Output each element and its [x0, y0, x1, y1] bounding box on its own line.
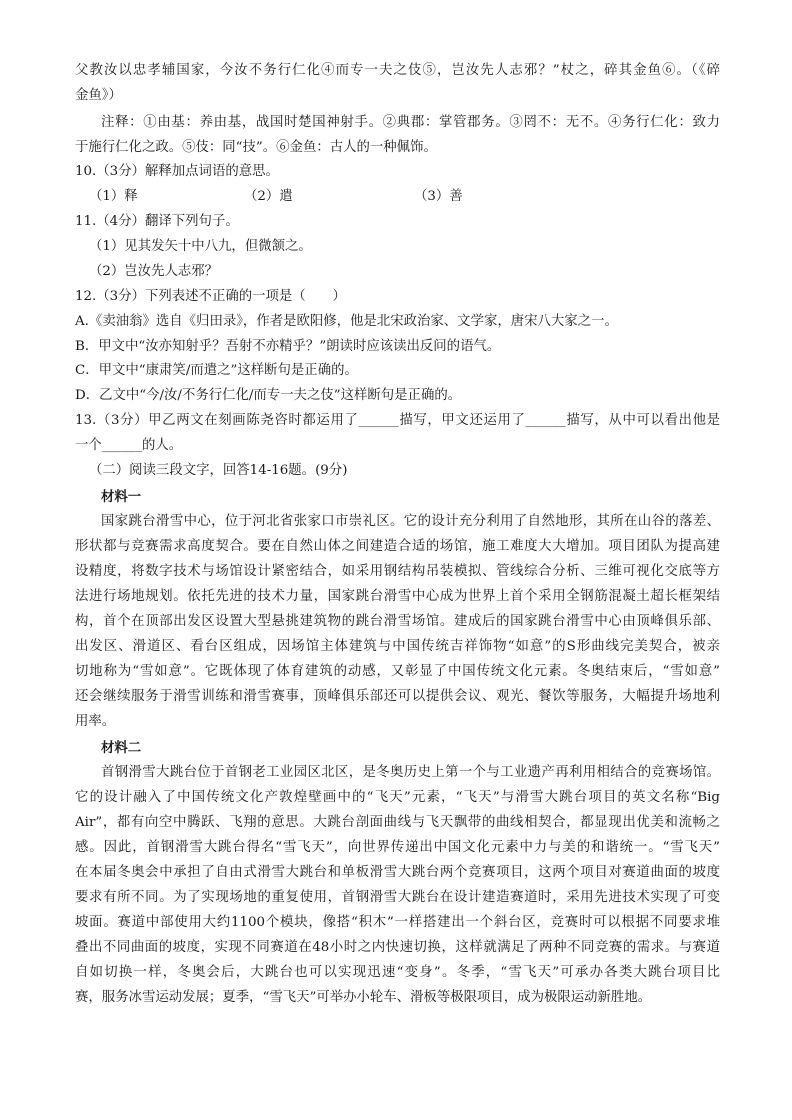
section-heading: （二）阅读三段文字，回答14-16题。(9分)	[89, 463, 348, 478]
material-2-line: 叠出不同曲面的坡度，实现不同赛道在48小时之内快速切换，这样就满足了两种不同竞赛的需求。与赛道	[75, 940, 720, 955]
material-2-line: 自如切换一样，冬奥会后，大跳台也可以实现迅速“变身”。冬季，“雪飞天”可承办各类大跳台项目比	[75, 965, 720, 980]
material-1-line: 设精度，将数字技术与场馆设计紧密结合，如采用钢结构吊装模拟、管线综合分析、三维可视化交底等方	[75, 564, 720, 579]
material-1-line: 用率。	[75, 714, 116, 729]
material-1-line: 国家跳台滑雪中心，位于河北省张家口市崇礼区。它的设计充分利用了自然地形，其所在山谷的落差、	[101, 514, 720, 529]
question-11-stem: 11.（4分）翻译下列句子。	[75, 214, 239, 229]
q11-item: （1）见其发矢十中八九，但微颔之。	[89, 239, 312, 254]
material-2-line: 要求有所不同。为了实现场地的重复使用，首钢滑雪大跳台在设计建造赛道时，采用先进技术实现了可变	[75, 890, 720, 905]
q12-option: D．乙文中“今/汝/不务行仁化/而专一夫之伎”这样断句是正确的。	[75, 388, 462, 403]
text-line: 父教汝以忠孝辅国家，今汝不务行仁化④而专一夫之伎⑤，岂汝先人志邪？”杖之，碎其金鱼⑥。（《碎	[75, 63, 720, 78]
material-2-line: 首钢滑雪大跳台位于首钢老工业园区北区，是冬奥历史上第一个与工业遗产再利用相结合的竞赛场馆。	[101, 765, 720, 780]
material-1-line: 出发区、滑道区、看台区组成，因场馆主体建筑与中国传统吉祥饰物“如意”的S形曲线完美契合，被亲	[75, 639, 720, 654]
q12-option: A.《卖油翁》选自《归田录》，作者是欧阳修，他是北宋政治家、文学家，唐宋八大家之一。	[75, 314, 618, 329]
material-2-line: 赛，服务冰雪运动发展；夏季，“雪飞天”可举办小轮车、滑板等极限项目，成为极限运动新胜地。	[75, 990, 652, 1005]
material-2-line: 感。因此，首钢滑雪大跳台得名“雪飞天”，向世界传递出中国文化元素中力与美的和谐统一。“雪飞天”	[75, 840, 720, 855]
material-1-title: 材料一	[101, 489, 142, 505]
q11-item: （2）岂汝先人志邪？	[89, 264, 219, 279]
question-10-stem: 10.（3分）解释加点词语的意思。	[75, 164, 279, 179]
q10-item: （1）释	[89, 189, 138, 204]
q12-option: C．甲文中“康肃笑/而遣之”这样断句是正确的。	[75, 363, 358, 378]
material-2-title: 材料二	[101, 740, 142, 756]
material-1-line: 构，首个在顶部出发区设置大型悬挑建筑物的跳台滑雪场馆。建成后的国家跳台滑雪中心由顶峰俱乐部、	[75, 614, 720, 629]
notes-line: 注释：①由基：养由基，战国时楚国神射手。②典郡：掌管郡务。③罔不：无不。④务行仁化：致力	[101, 115, 720, 130]
material-2-line: 它的设计融入了中国传统文化产敦煌壁画中的“飞天”元素，“飞天”与滑雪大跳台项目的英文名称“Big	[75, 790, 720, 805]
material-2-line: Air”，都有向空中腾跃、飞翔的意思。大跳台剖面曲线与飞天飘带的曲线相契合，都显现出优美和流畅之	[75, 815, 720, 830]
material-1-line: 形状都与竞赛需求高度契合。要在自然山体之间建造合适的场馆，施工难度大大增加。项目团队为提高建	[75, 539, 720, 554]
material-1-line: 还会继续服务于滑雪训练和滑雪赛事，顶峰俱乐部还可以提供会议、观光、餐饮等服务，大幅提升场地利	[75, 689, 720, 704]
q10-item: （2）遣	[244, 189, 293, 204]
q10-item: （3）善	[414, 189, 463, 204]
text-line: 金鱼》）	[75, 88, 122, 103]
material-1-line: 切地称为“雪如意”。它既体现了体育建筑的动感，又彰显了中国传统文化元素。冬奥结束后，“雪如意”	[75, 664, 720, 679]
material-2-line: 在本届冬奥会中承担了自由式滑雪大跳台和单板滑雪大跳台两个竞赛项目，这两个项目对赛道曲面的坡度	[75, 865, 720, 880]
material-1-line: 法进行场地规划。依托先进的技术力量，国家跳台滑雪中心成为世界上首个采用全钢筋混凝土超长框架结	[75, 589, 720, 604]
q12-option: B．甲文中“汝亦知射乎？吾射不亦精乎？”朗读时应该读出反问的语气。	[75, 339, 501, 354]
question-12-stem: 12.（3分）下列表述不正确的一项是（ ）	[75, 289, 346, 304]
notes-line: 于施行仁化之政。⑤伎：同“技”。⑥金鱼：古人的一种佩饰。	[75, 140, 437, 155]
question-13-line: 一个______的人。	[75, 438, 183, 453]
question-13-line: 13.（3分）甲乙两文在刻画陈尧咨时都运用了______描写，甲文还运用了______描写，从中可以看出他是	[75, 413, 720, 428]
material-2-line: 坡面。赛道中部使用大约1100个模块，像搭“积木”一样搭建出一个斜台区，竞赛时可以根据不同要求堆	[75, 915, 720, 930]
